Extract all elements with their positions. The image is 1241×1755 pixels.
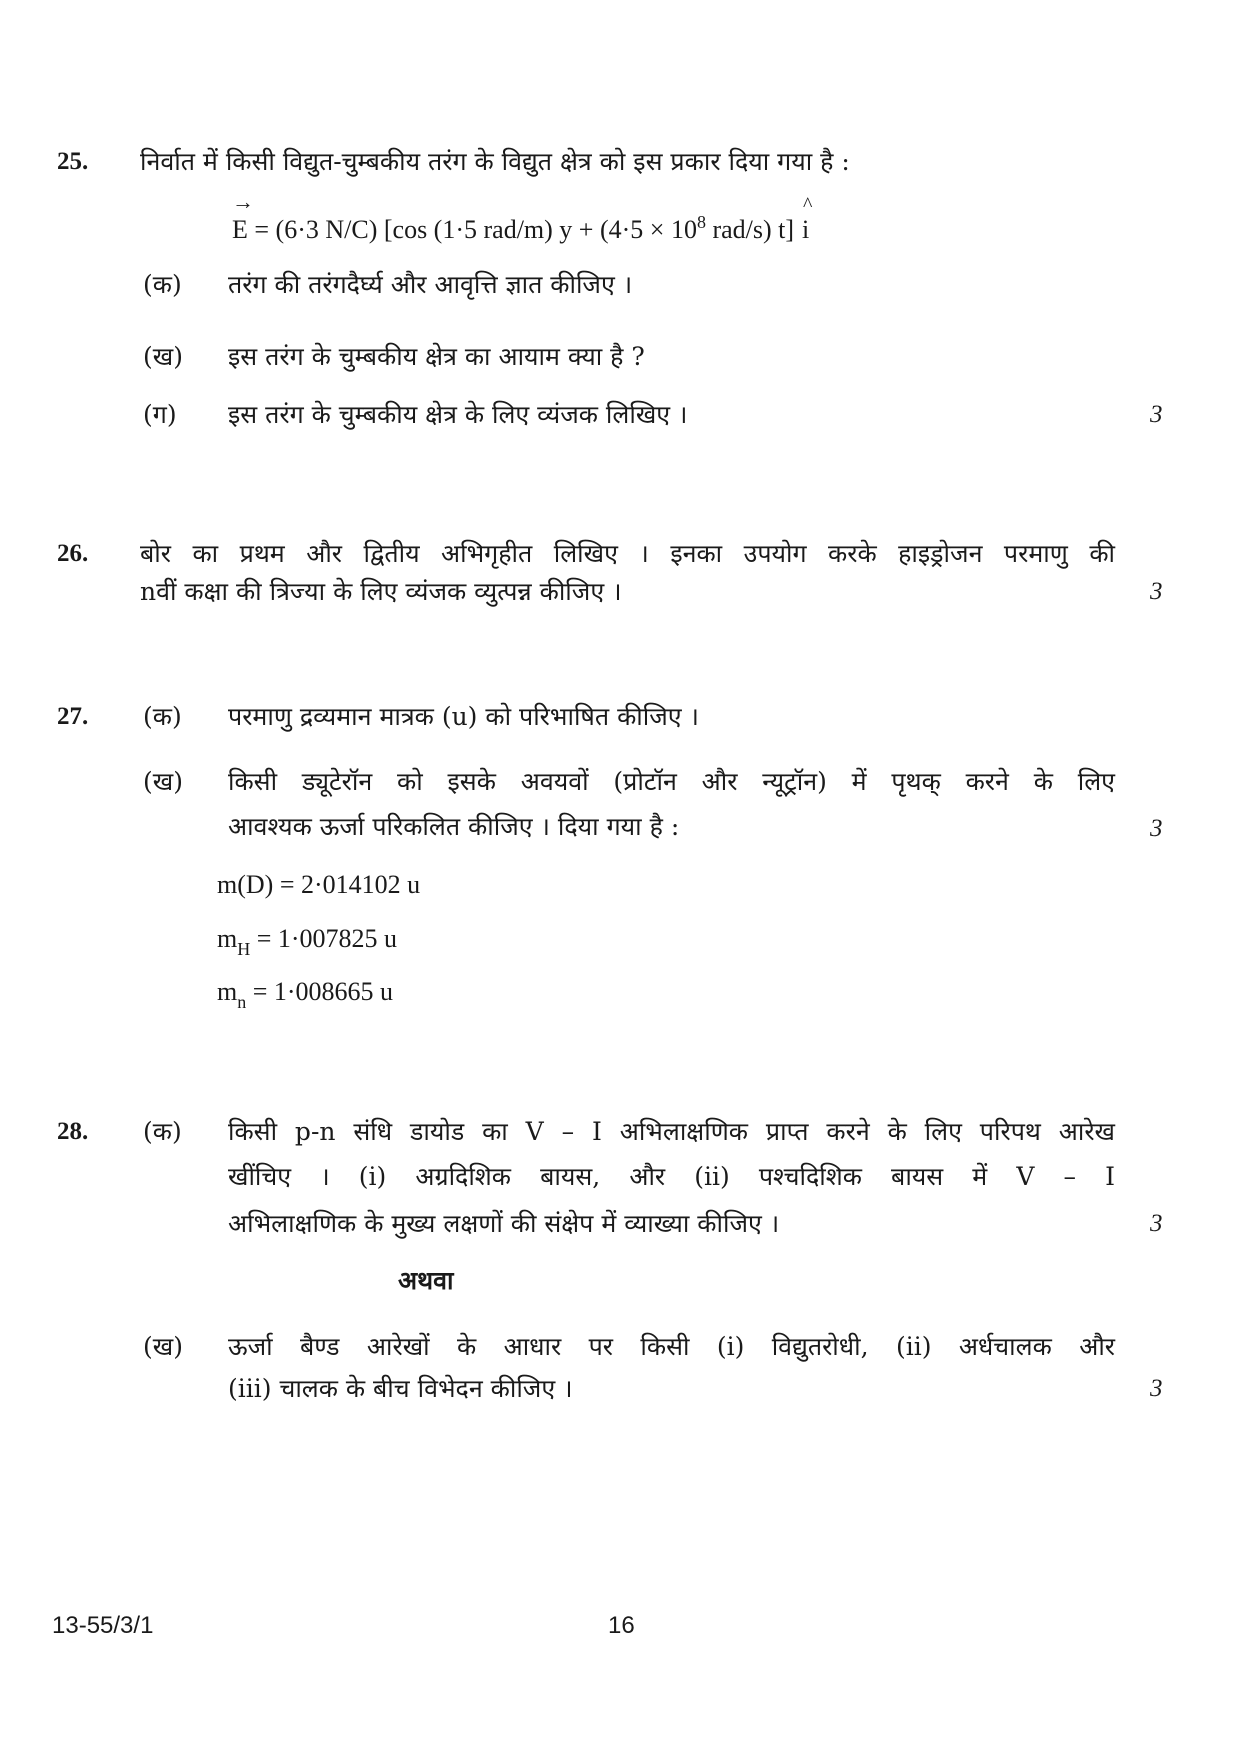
question-25-part-text: तरंग की तरंगदैर्घ्य और आवृत्ति ज्ञात कीजिए । (228, 270, 633, 299)
question-25-part-text: इस तरंग के चुम्बकीय क्षेत्र के लिए व्यंजक लिखिए । (228, 400, 688, 429)
equation-middle: = (6·3 N/C) [cos (1·5 rad/m) y + (4·5 × 10 (247, 215, 697, 244)
equation-exponent: 8 (696, 212, 706, 232)
question-27-part-text: किसी ड्यूटेरॉन को इसके अवयवों (प्रोटॉन और न्यूट्रॉन) में पृथक् करने के लिए (228, 767, 1115, 796)
question-28-part-text: किसी p-n संधि डायोड का V – I अभिलाक्षणिक प्राप्त करने के लिए परिपथ आरेख (228, 1117, 1115, 1146)
question-26-marks: 3 (1150, 578, 1163, 605)
equation-symbol: E (232, 215, 248, 244)
question-number-28: 28. (57, 1118, 89, 1145)
question-28-marks: 3 (1150, 1375, 1163, 1402)
question-28-part-label: (क) (143, 1117, 182, 1146)
question-25-part-label: (क) (143, 270, 182, 299)
question-27-marks: 3 (1150, 815, 1163, 842)
question-28-marks: 3 (1150, 1210, 1163, 1237)
given-subscript: n (237, 992, 247, 1012)
question-25-part-label: (ख) (143, 342, 183, 371)
question-25-marks: 3 (1150, 401, 1163, 428)
unit-vector-symbol: i (802, 215, 810, 244)
or-separator: अथवा (398, 1266, 454, 1295)
question-27-part-text: आवश्यक ऊर्जा परिकलित कीजिए । दिया गया है : (228, 812, 680, 841)
question-25-stem: निर्वात में किसी विद्युत-चुम्बकीय तरंग के विद्युत क्षेत्र को इस प्रकार दिया गया है : (140, 147, 850, 176)
vector-arrow-icon: → (232, 189, 254, 214)
question-number-26: 26. (57, 540, 89, 567)
electric-field-vector (232, 189, 254, 247)
question-28-part-text: अभिलाक्षणिक के मुख्य लक्षणों की संक्षेप में व्याख्या कीजिए । (228, 1209, 780, 1238)
paper-code: 13-55/3/1 (52, 1612, 154, 1639)
question-26-line: nवीं कक्षा की त्रिज्या के लिए व्यंजक व्युत्पन्न कीजिए । (140, 577, 622, 606)
given-symbol: m (217, 977, 238, 1006)
given-equals: = 1·007825 u (250, 924, 398, 953)
given-equals: = 1·008665 u (246, 977, 394, 1006)
question-number-25: 25. (57, 148, 89, 175)
hat-icon: ^ (803, 194, 813, 216)
equation-tail: rad/s) t] (705, 215, 795, 244)
question-28-part-text: (iii) चालक के बीच विभेदन कीजिए । (228, 1374, 573, 1403)
question-25-equation (232, 189, 813, 247)
question-28-part-text: खींचिए । (i) अग्रदिशिक बायस, और (ii) पश्चदिशिक बायस में V – I (228, 1162, 1115, 1191)
given-value (217, 922, 397, 966)
question-number-27: 27. (57, 703, 89, 730)
question-27-part-text: परमाणु द्रव्यमान मात्रक (u) को परिभाषित कीजिए । (228, 702, 700, 731)
question-25-part-text: इस तरंग के चुम्बकीय क्षेत्र का आयाम क्या है ? (228, 342, 645, 371)
given-value (217, 975, 393, 1019)
question-28-part-label: (ख) (143, 1332, 183, 1361)
question-25-part-label: (ग) (143, 400, 177, 429)
given-subscript: H (237, 939, 251, 959)
question-27-part-label: (क) (143, 702, 182, 731)
unit-vector (802, 194, 813, 247)
question-26-line: बोर का प्रथम और द्वितीय अभिगृहीत लिखिए । इनका उपयोग करके हाइड्रोजन परमाणु की (140, 539, 1115, 568)
given-equals: = 2·014102 u (273, 870, 421, 899)
given-symbol: m(D) (217, 870, 274, 899)
given-symbol: m (217, 924, 238, 953)
given-value (217, 868, 420, 902)
question-27-part-label: (ख) (143, 767, 183, 796)
question-28-part-text: ऊर्जा बैण्ड आरेखों के आधार पर किसी (i) विद्युतरोधी, (ii) अर्धचालक और (228, 1332, 1115, 1361)
page-number: 16 (608, 1612, 635, 1639)
